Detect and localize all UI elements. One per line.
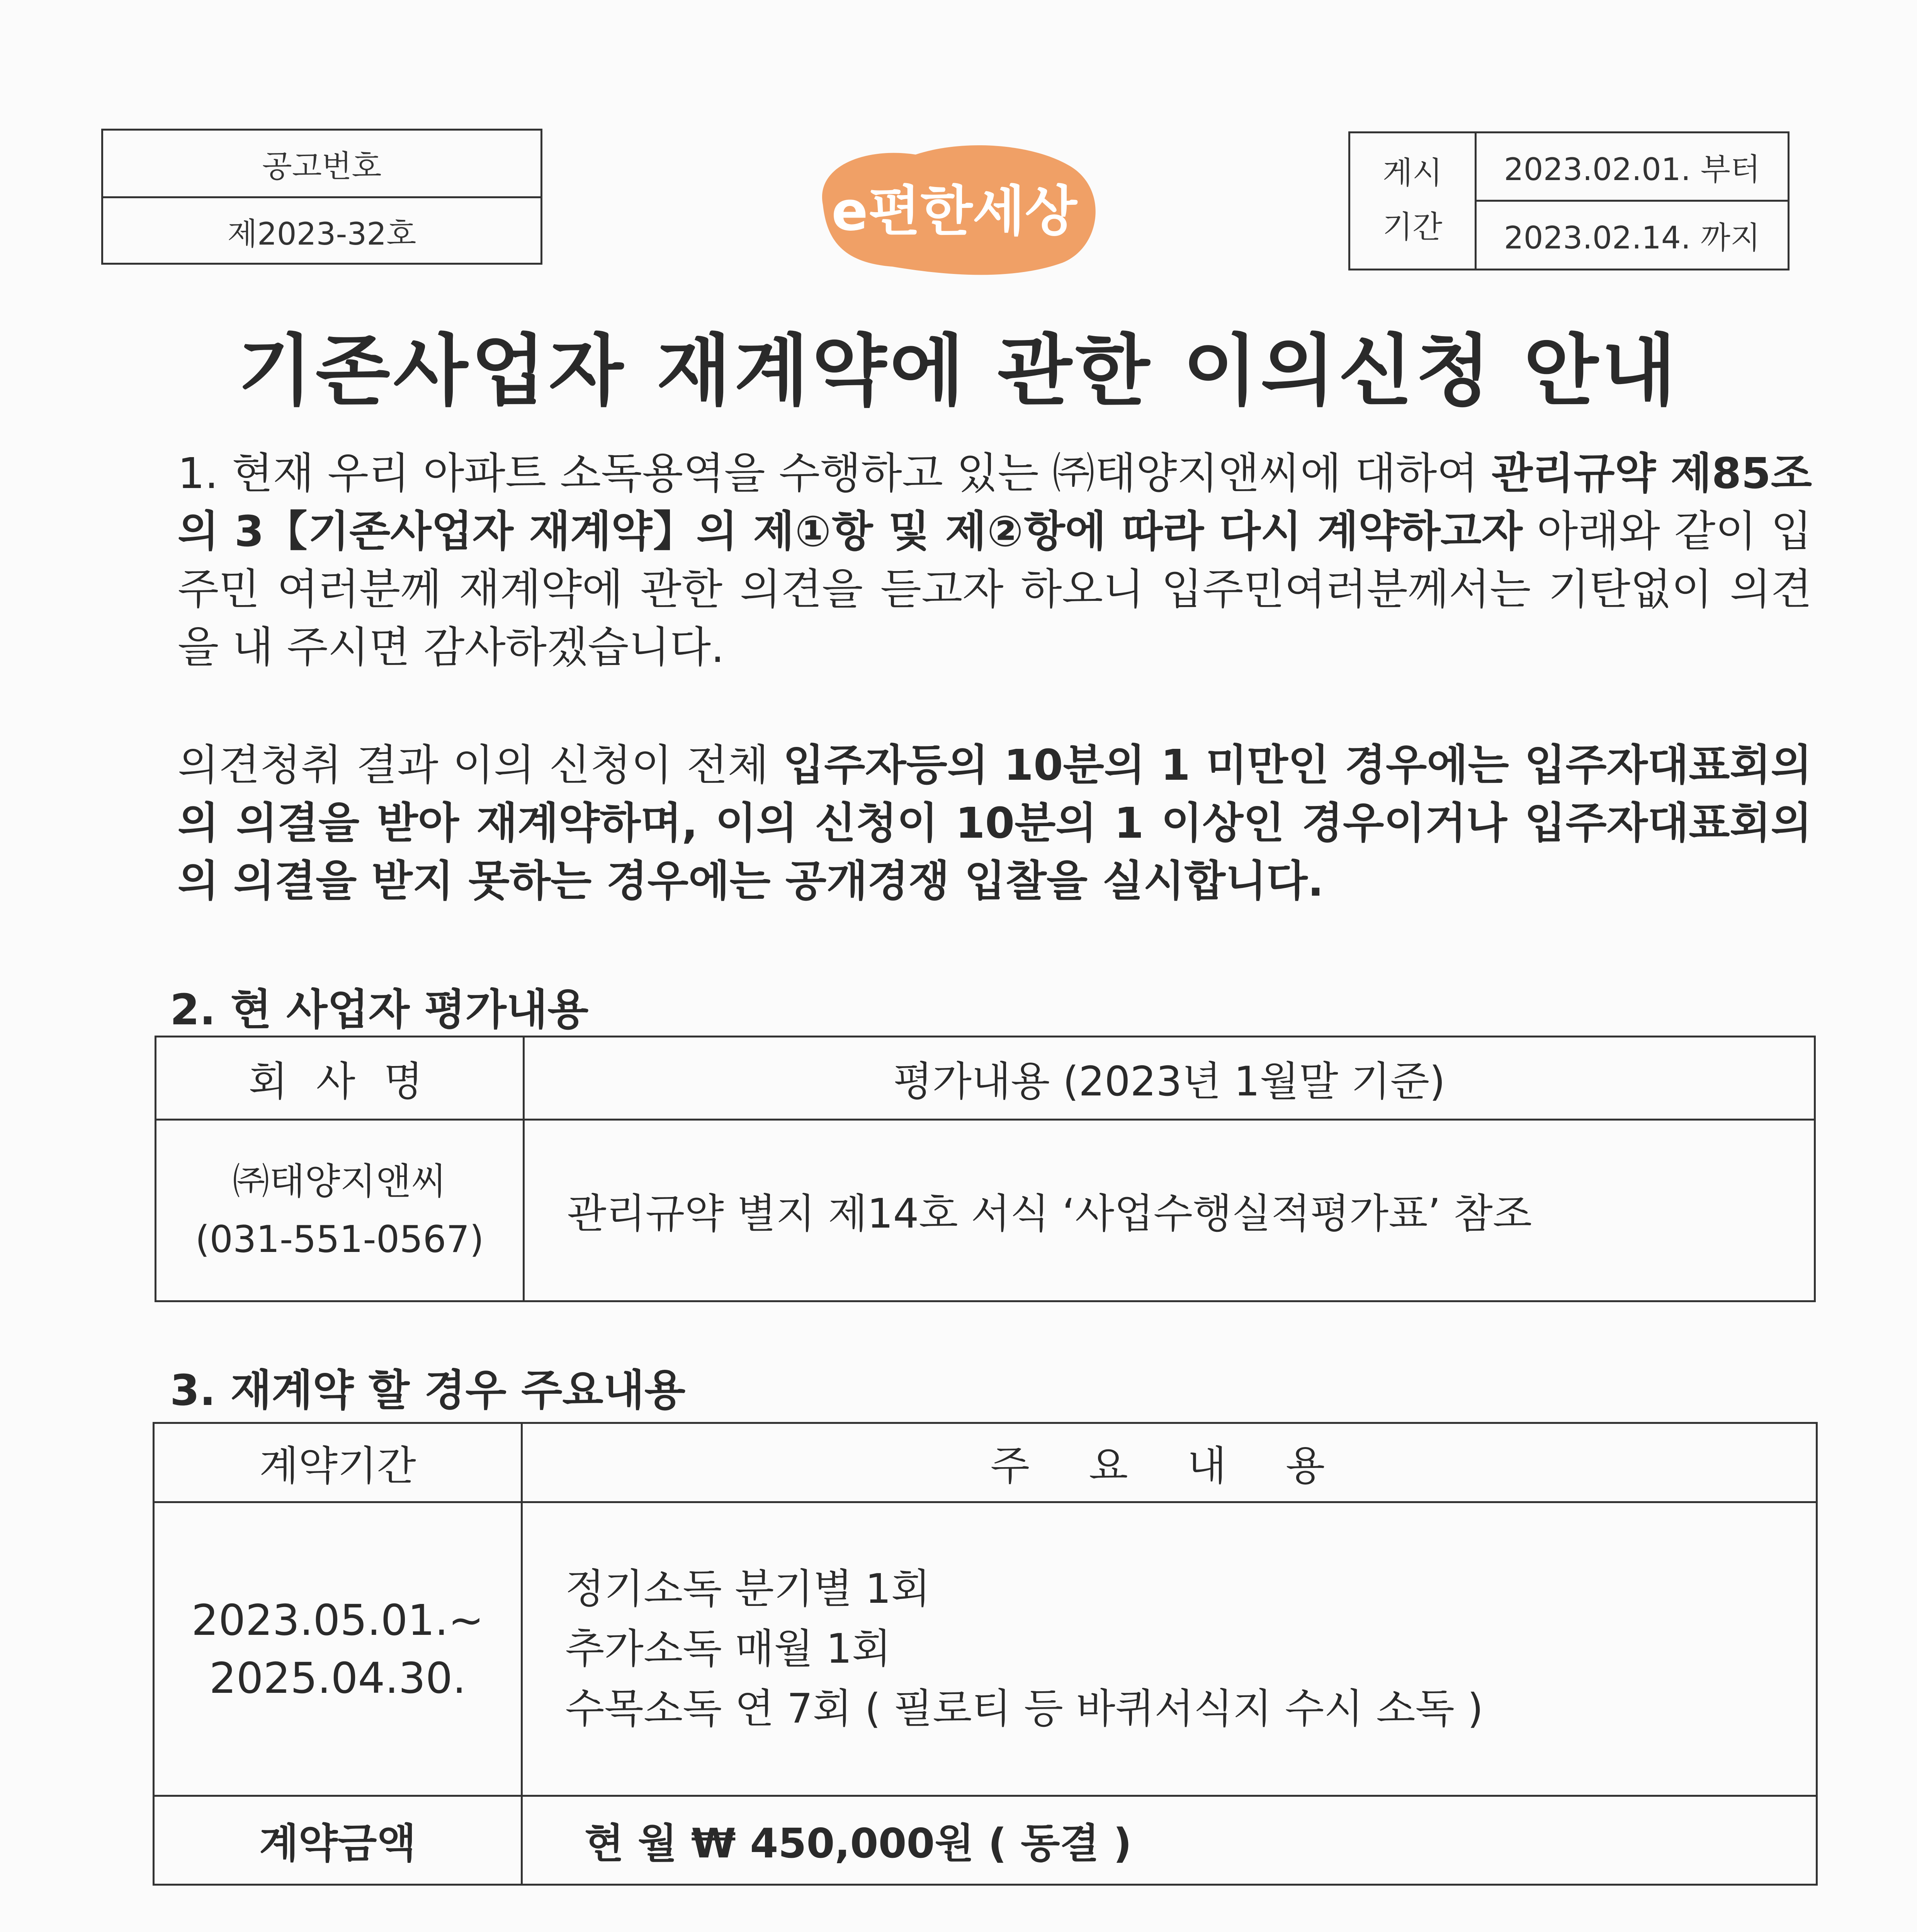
period-end: 2025.04.30.	[209, 1653, 466, 1703]
contract-table	[153, 1422, 1818, 1886]
notice-number-box	[101, 129, 542, 265]
col-eval-header: 평가내용 (2023년 1월말 기준)	[893, 1058, 1445, 1105]
amount-label: 계약금액	[259, 1820, 416, 1867]
amount-value: 현 월 ₩ 450,000원 ( 동결 )	[585, 1820, 1132, 1867]
page-title: 기존사업자 재계약에 관한 이의신청 안내	[238, 326, 1679, 416]
posting-period-box	[1348, 131, 1790, 270]
period-cell	[155, 1503, 521, 1795]
content-item: 정기소독 분기별 1회	[565, 1565, 930, 1612]
posting-label-2: 기간	[1382, 209, 1443, 245]
content-cell	[523, 1503, 1816, 1795]
company-phone: (031-551-0567)	[195, 1218, 484, 1261]
content-item: 수목소독 연 7회 ( 필로티 등 바퀴서식지 수시 소독 )	[565, 1685, 1484, 1732]
intro-p2-a: 의견청취 결과 이의 신청이 전체	[178, 740, 783, 790]
intro-paragraph-1	[178, 444, 1812, 676]
content-item: 추가소독 매월 1회	[565, 1625, 891, 1672]
period-start: 2023.05.01.~	[191, 1595, 484, 1645]
intro-p1-c: 아래와 같이 입주민 여러분께 재계약에 관한 의견을 듣고자 하오니 입주민여러분께서는 기탄없이 의견을 내 주시면 감사하겠습니다.	[178, 507, 1812, 672]
logo-text: e편한세상	[831, 180, 1077, 243]
col-company-header: 회 사 명	[248, 1058, 431, 1105]
intro-p1-a: 1. 현재 우리 아파트 소독용역을 수행하고 있는 ㈜태양지앤씨에 대하여	[178, 449, 1492, 498]
company-name: ㈜태양지앤씨	[233, 1160, 447, 1203]
posting-to: 2023.02.14. 까지	[1504, 219, 1761, 256]
col-period-header: 계약기간	[259, 1442, 416, 1490]
notice-number-label: 공고번호	[262, 148, 382, 184]
intro-p1-b: 관리규약 제85조의 3【기존사업자 재계약】의 제①항 및 제②항에 따라 다시 계약하고자	[178, 449, 1812, 556]
notice-number: 제2023-32호	[227, 216, 416, 252]
brand-logo	[800, 131, 1109, 282]
company-cell	[156, 1121, 523, 1300]
eval-content: 관리규약 별지 제14호 서식 ‘사업수행실적평가표’ 참조	[567, 1190, 1532, 1237]
intro-paragraph-2	[178, 736, 1812, 910]
col-content-header: 주 요 내 용	[990, 1442, 1348, 1490]
section3-heading: 3. 재계약 할 경우 주요내용	[170, 1366, 686, 1415]
posting-from: 2023.02.01. 부터	[1504, 151, 1761, 187]
intro-p2-b: 입주자등의 10분의 1 미만인 경우에는 입주자대표회의의 의결을 받아 재계약하며, 이의 신청이 10분의 1 이상인 경우이거나 입주자대표회의의 의결을 받지 못하는 경우에는 공개경쟁 입찰을 실시합니다.	[178, 740, 1812, 906]
posting-label-1: 게시	[1382, 155, 1443, 191]
evaluation-table	[155, 1036, 1816, 1302]
section2-heading: 2. 현 사업자 평가내용	[170, 985, 589, 1034]
